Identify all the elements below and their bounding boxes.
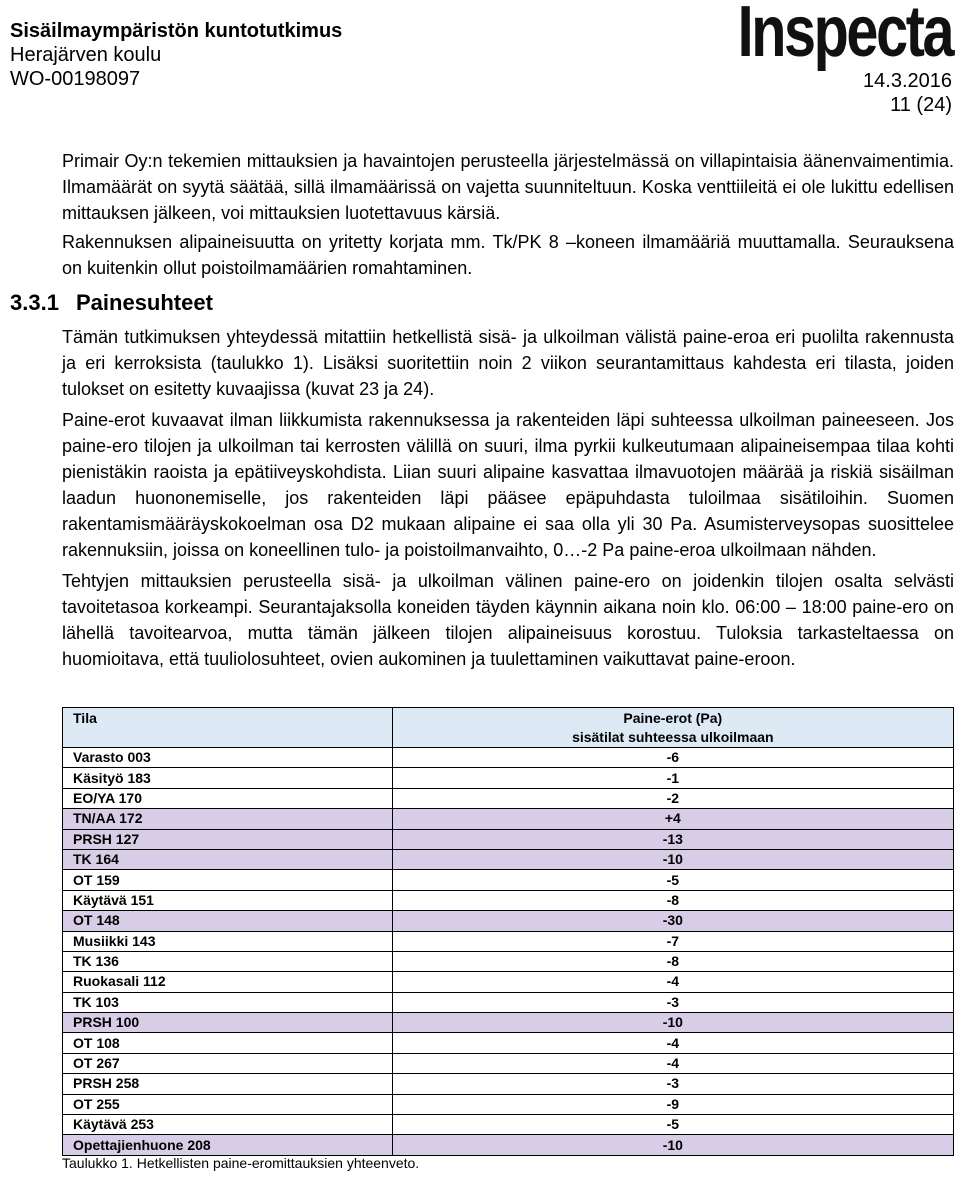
- table-row: [63, 870, 954, 890]
- section-title: Painesuhteet: [76, 290, 213, 315]
- cell-tila: TK 164: [63, 849, 393, 869]
- section-paragraphs: [62, 324, 954, 677]
- cell-tila: Opettajienhuone 208: [63, 1135, 393, 1155]
- document-id: WO-00198097: [10, 68, 141, 90]
- cell-paine: -8: [392, 951, 953, 971]
- table-row: [63, 748, 954, 768]
- cell-paine: -1: [392, 768, 953, 788]
- cell-tila: OT 108: [63, 1033, 393, 1053]
- inspecta-logo: Inspecta: [737, 0, 952, 72]
- table-row: [63, 1135, 954, 1155]
- cell-paine: +4: [392, 809, 953, 829]
- repair-paragraphs: [62, 229, 954, 281]
- table-row: [63, 972, 954, 992]
- cell-tila: TN/AA 172: [63, 809, 393, 829]
- pressure-table: [62, 707, 954, 1156]
- table-row: [63, 829, 954, 849]
- cell-tila: PRSH 258: [63, 1074, 393, 1094]
- cell-tila: OT 267: [63, 1053, 393, 1073]
- paragraph: Paine-erot kuvaavat ilman liikkumista rakennuksessa ja rakenteiden läpi suhteessa ulkoilman paineeseen. Jos paine-ero tilojen ja ulkoilman tai kerrosten välillä on suuri, ilma pyrkii kulkeutumaan alipaineisempaa tilaa kohti pienistäkin raoista ja epätiiveyskohdista. Liian suuri alipaine kasvattaa ilmavuotojen määrää ja riskiä sisäilman laadun huononemiselle, jos rakenteiden läpi pääsee epäpuhdasta tuloilmaa sisätiloihin. Suomen rakentamismääräyskokoelman osa D2 mukaan alipaine ei saa olla yli 30 Pa. Asumisterveysopas suosittelee rakennuksiin, joissa on koneellinen tulo- ja poistoilmanvaihto, 0…-2 Pa paine-eroa ulkoilmaan nähden.: [62, 410, 954, 560]
- table-row: [63, 890, 954, 910]
- cell-paine: -4: [392, 1053, 953, 1073]
- cell-tila: TK 103: [63, 992, 393, 1012]
- intro-paragraphs: [62, 148, 954, 226]
- table-row: [63, 911, 954, 931]
- column-header-tila: Tila: [63, 708, 393, 748]
- table-row: [63, 768, 954, 788]
- paragraph: Tämän tutkimuksen yhteydessä mitattiin hetkellistä sisä- ja ulkoilman välistä paine-eroa eri puolilta rakennusta ja eri kerroksista (taulukko 1). Lisäksi suoritettiin noin 2 viikon seurantamittaus kahdesta eri tilasta, joiden tulokset on esitetty kuvaajissa (kuvat 23 ja 24).: [62, 327, 954, 399]
- cell-tila: TK 136: [63, 951, 393, 971]
- section-heading: [10, 289, 213, 317]
- cell-tila: OT 148: [63, 911, 393, 931]
- cell-paine: -4: [392, 972, 953, 992]
- cell-tila: Musiikki 143: [63, 931, 393, 951]
- cell-paine: -5: [392, 1115, 953, 1135]
- cell-paine: -10: [392, 1135, 953, 1155]
- cell-tila: PRSH 127: [63, 829, 393, 849]
- column-header-line: sisätilat suhteessa ulkoilmaan: [572, 729, 774, 745]
- table-row: [63, 1115, 954, 1135]
- cell-tila: Käsityö 183: [63, 768, 393, 788]
- cell-tila: PRSH 100: [63, 1013, 393, 1033]
- table-row: [63, 1074, 954, 1094]
- table-row: [63, 1053, 954, 1073]
- cell-tila: Varasto 003: [63, 748, 393, 768]
- paragraph: Primair Oy:n tekemien mittauksien ja havaintojen perusteella järjestelmässä on villapintaisia äänenvaimentimia. Ilmamäärät on syytä säätää, sillä ilmamäärissä on vajetta suunniteltuun. Koska venttiileitä ei ole lukittu edellisen mittauksen jälkeen, voi mittauksien luotettavuus kärsiä.: [62, 151, 954, 223]
- paragraph: Tehtyjen mittauksien perusteella sisä- ja ulkoilman välinen paine-ero on joidenkin tilojen osalta selvästi tavoitetasoa korkeampi. Seurantajaksolla koneiden täyden käynnin aikana noin klo. 06:00 – 18:00 paine-ero on lähellä tavoitearvoa, mutta tämän jälkeen tilojen alipaineisuus korostuu. Tuloksia tarkasteltaessa on huomioitava, että tuuliolosuhteet, ovien aukominen ja tuulettaminen vaikuttavat paine-eroon.: [62, 571, 954, 669]
- column-header-paine: [392, 708, 953, 748]
- cell-paine: -7: [392, 931, 953, 951]
- cell-paine: -3: [392, 1074, 953, 1094]
- cell-paine: -10: [392, 1013, 953, 1033]
- table-row: [63, 951, 954, 971]
- cell-paine: -10: [392, 849, 953, 869]
- table-row: [63, 1094, 954, 1114]
- table-row: [63, 992, 954, 1012]
- table-row: [63, 931, 954, 951]
- table-row: [63, 788, 954, 808]
- cell-paine: -4: [392, 1033, 953, 1053]
- table-row: [63, 849, 954, 869]
- cell-paine: -8: [392, 890, 953, 910]
- cell-paine: -5: [392, 870, 953, 890]
- paragraph: Rakennuksen alipaineisuutta on yritetty korjata mm. Tk/PK 8 –koneen ilmamääriä muuttamalla. Seurauksena on kuitenkin ollut poistoilmamäärien romahtaminen.: [62, 232, 954, 278]
- cell-tila: OT 159: [63, 870, 393, 890]
- document-subtitle: Herajärven koulu: [10, 44, 162, 66]
- table-header-row: [63, 708, 954, 748]
- cell-tila: Käytävä 253: [63, 1115, 393, 1135]
- document-title: Sisäilmaympäristön kuntotutkimus: [10, 20, 343, 42]
- cell-tila: Käytävä 151: [63, 890, 393, 910]
- cell-paine: -2: [392, 788, 953, 808]
- table-row: [63, 1013, 954, 1033]
- column-header-line: Paine-erot (Pa): [623, 710, 723, 726]
- cell-tila: OT 255: [63, 1094, 393, 1114]
- page-number: 11 (24): [890, 94, 952, 116]
- cell-paine: -6: [392, 748, 953, 768]
- table-row: [63, 809, 954, 829]
- document-date: 14.3.2016: [863, 70, 952, 92]
- cell-tila: Ruokasali 112: [63, 972, 393, 992]
- section-number: 3.3.1: [10, 290, 59, 315]
- cell-paine: -30: [392, 911, 953, 931]
- table-caption: Taulukko 1. Hetkellisten paine-eromittauksien yhteenveto.: [62, 1155, 420, 1171]
- cell-paine: -13: [392, 829, 953, 849]
- cell-tila: EO/YA 170: [63, 788, 393, 808]
- cell-paine: -3: [392, 992, 953, 1012]
- table-row: [63, 1033, 954, 1053]
- cell-paine: -9: [392, 1094, 953, 1114]
